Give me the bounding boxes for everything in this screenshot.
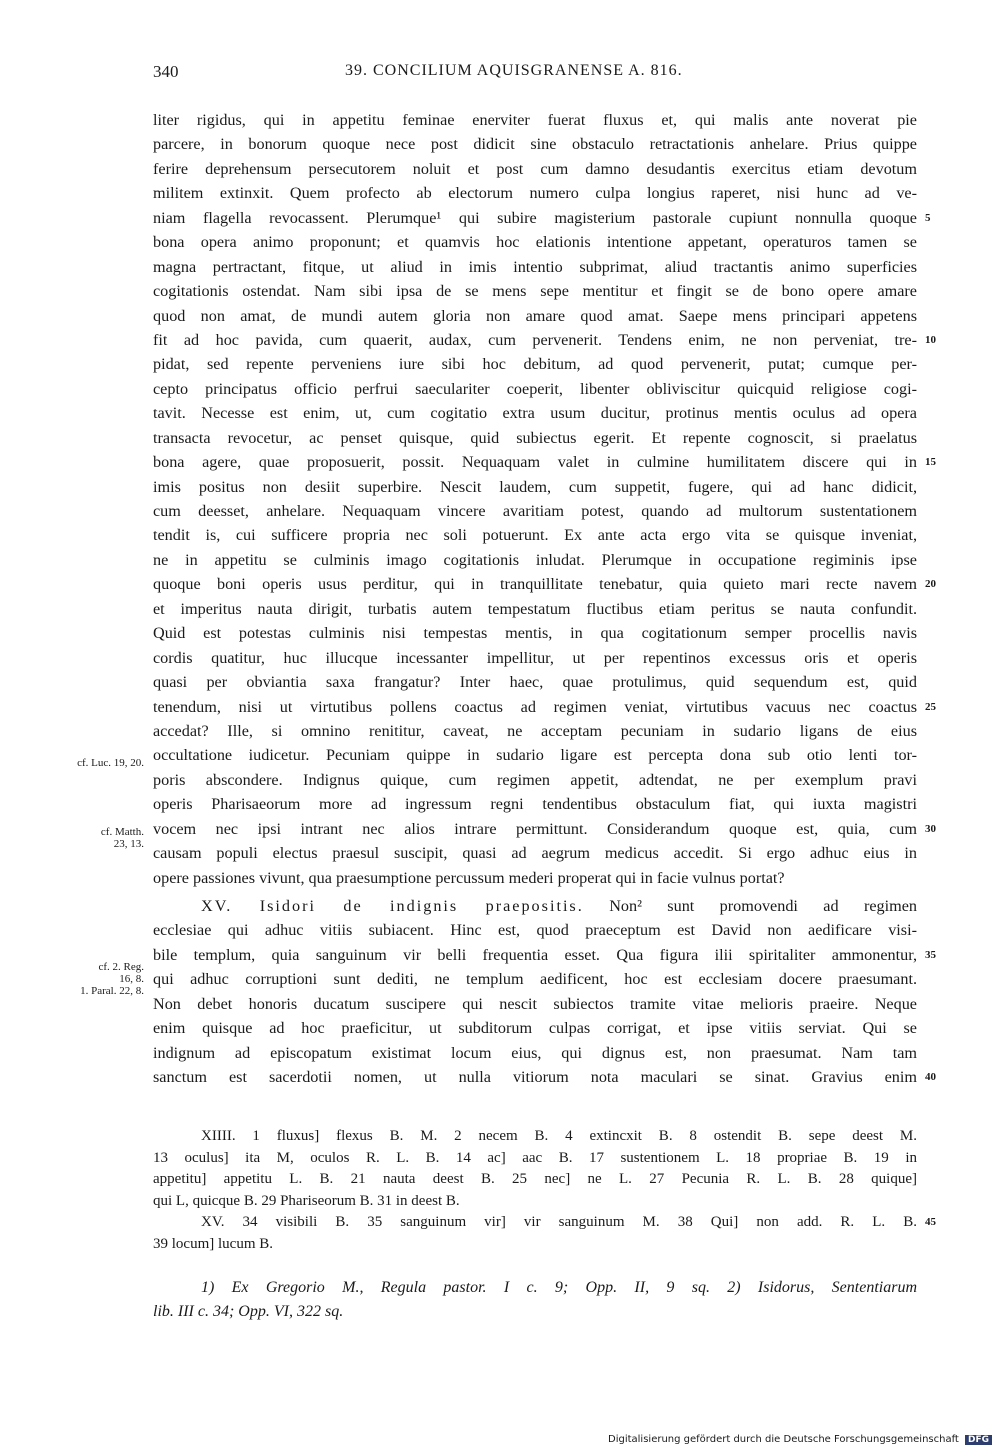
text-line-content: fit ad hoc pavida, cum quaerit, audax, cum pervenerit. Tendens enim, ne non perveniat, tre- bbox=[153, 330, 917, 349]
text-line-content: cordis quatitur, huc illucque incessanter impellitur, ut per repentinos excessus oris et operis bbox=[153, 648, 917, 667]
text-line-content: quoque boni operis usus perditur, qui in tranquillitate tenebatur, quia quieto mari recte navem bbox=[153, 575, 917, 594]
running-head: 39. CONCILIUM AQUISGRANENSE A. 816. bbox=[345, 62, 683, 79]
text-line-content: ecclesiae qui adhuc vitiis subiacent. Hinc est, quod praeceptum est David non aedificare visi- bbox=[153, 921, 917, 940]
text-line bbox=[153, 523, 917, 547]
text-line-content: cogitationis ostendat. Nam sibi ipsa de se mens sepe mentitur et fingit se de bono opere amare bbox=[153, 282, 917, 301]
text-line bbox=[153, 1041, 917, 1065]
line-number: 30 bbox=[925, 822, 936, 835]
margin-note: cf. Matth. bbox=[100, 826, 144, 838]
margin-note: 16, 8. bbox=[119, 973, 144, 985]
page-number: 340 bbox=[153, 62, 179, 81]
apparatus-line: appetitu] appetitu L. B. 21 nauta deest B. 25 nec] ne L. 27 Pecunia R. L. B. 28 quique] bbox=[153, 1171, 917, 1187]
text-line bbox=[153, 768, 917, 792]
text-line-content: pidat, sed repente perveniens iure sibi hoc debitum, ad quod pervenerit, putat; cumque per- bbox=[153, 355, 917, 374]
text-line-content: opere passiones vivunt, qua praesumptione percussum mederi properat qui in facie vulnus portat? bbox=[153, 868, 785, 887]
text-line-content: bona opera animo proponunt; et quamvis hoc elationis intentione appetant, operaturos tamen se bbox=[153, 233, 917, 252]
text-line bbox=[153, 377, 917, 401]
text-line-content: liter rigidus, qui in appetitu feminae enerviter fuerat fluxus et, qui malis ante noverat pie bbox=[153, 111, 917, 129]
text-line bbox=[153, 548, 917, 572]
text-line bbox=[153, 328, 936, 352]
apparatus-line-text: XV. 34 visibili B. 35 sanguinum vir] vir sanguinum M. 38 Qui] non add. R. L. B. bbox=[201, 1214, 917, 1230]
line-number: 20 bbox=[925, 578, 936, 591]
text-line bbox=[153, 304, 917, 328]
text-line bbox=[153, 992, 917, 1016]
text-line-content: ferire deprehensum persecutorem noluit et post cum damno desudantis exercitus etiam devotum bbox=[153, 159, 917, 178]
text-line bbox=[153, 401, 917, 425]
text-line-content: sanctum est sacerdotii nomen, ut nulla vitiorum nota maculari se sinat. Gravius enim bbox=[153, 1068, 917, 1087]
text-line bbox=[153, 1016, 917, 1040]
text-line bbox=[153, 499, 917, 523]
text-line bbox=[153, 943, 936, 967]
margin-note: cf. Luc. 19, 20. bbox=[77, 757, 144, 769]
text-line bbox=[153, 206, 931, 230]
text-line-content: imis positus non desiit superbire. Nescit laudem, cum suppetit, fugere, qui ad hanc didicit, bbox=[153, 477, 917, 496]
text-line-content: et imperitus nauta dirigit, turbatis autem tempestatum fluctibus etiam peritus se nauta confundit. bbox=[153, 599, 917, 618]
line-number: 10 bbox=[925, 333, 936, 346]
text-line bbox=[153, 743, 917, 767]
text-line-content: tenendum, nisi ut virtutibus pollens coactus ad regimen veniat, virtutibus vacuus nec coactus bbox=[153, 697, 917, 716]
text-line-content: transacta revocetur, ac penset quisque, quid subiectus egerit. Et repente cognoscit, si praelatus bbox=[153, 428, 917, 447]
text-line bbox=[153, 841, 917, 865]
text-line bbox=[153, 792, 917, 816]
text-line-content: quasi per obviantia saxa frangatur? Inter haec, quae protulimus, quid sequendum est, quid bbox=[153, 673, 917, 692]
text-line-content: militem extinxit. Quem profecto ab electorum numero culpa longius raperet, nisi hunc ad ve- bbox=[153, 184, 917, 203]
margin-note: 23, 13. bbox=[113, 838, 144, 850]
text-line-content: bona agere, quae proposuerit, possit. Nequaquam valet in culmine humilitatem discere qui in bbox=[153, 453, 917, 472]
digitization-credit bbox=[608, 1434, 992, 1445]
text-line-content: accedat? Ille, si omnino renititur, caveat, ne acceptam pecuniam in sudario ligans de eius bbox=[153, 721, 917, 740]
text-line-content: parcere, in bonorum quoque nece post didicit sine obstaculo retractationis anhelare. Prius quippe bbox=[153, 135, 917, 154]
text-line-content: bile templum, quia sanguinum vir belli frequentia esset. Qua figura ilii spiritaliter ammonentur, bbox=[153, 945, 917, 964]
section-heading: XV. Isidori de indignis praepositis. bbox=[201, 897, 584, 915]
text-line bbox=[153, 426, 917, 450]
text-line bbox=[153, 817, 936, 841]
text-line bbox=[153, 597, 917, 621]
text-line bbox=[153, 352, 917, 376]
text-line-content: Quid est potestas culminis nisi tempestas mentis, in qua cogitationum semper procellis navis bbox=[153, 624, 917, 643]
text-line bbox=[153, 621, 917, 645]
text-line bbox=[153, 670, 917, 694]
text-line-content: enim quisque ad hoc praeficitur, ut subditorum culpas corrigat, et ipse vitiis serviat. Qui se bbox=[153, 1019, 917, 1038]
text-line bbox=[153, 132, 917, 156]
text-line-content: vocem nec ipsi intrant nec alios intrare permittunt. Considerandum quoque est, quia, cum bbox=[153, 819, 917, 838]
line-number: 40 bbox=[925, 1071, 936, 1084]
margin-note: cf. 2. Reg. bbox=[98, 961, 144, 973]
text-line-content: cepto principatus officio perfrui saeculariter coeperit, libenter obliviscitur quicquid religiose cogi- bbox=[153, 379, 917, 398]
footnote-line: 1) Ex Gregorio M., Regula pastor. I c. 9; Opp. II, 9 sq. 2) Isidorus, Sententiarum bbox=[201, 1279, 917, 1296]
apparatus-line: XIIII. 1 fluxus] flexus B. M. 2 necem B. 4 extincxit B. 8 ostendit B. sepe deest M. bbox=[201, 1128, 917, 1144]
critical-apparatus bbox=[153, 1126, 936, 1255]
text-line bbox=[153, 719, 917, 743]
text-line-content: magna pertractant, fitque, ut aliud in imis intentio subprimat, aliud tractantis animo superficies bbox=[153, 257, 917, 276]
text-line bbox=[153, 157, 917, 181]
text-line bbox=[153, 279, 917, 303]
line-number: 15 bbox=[925, 456, 936, 469]
text-line bbox=[153, 230, 917, 254]
text-line-content: operis Pharisaeorum more ad ingressum regni tendentibus obstaculum fiat, qui iuxta magistri bbox=[153, 795, 917, 814]
margin-note: 1. Paral. 22, 8. bbox=[80, 985, 144, 997]
text-line bbox=[153, 866, 917, 890]
text-line bbox=[153, 572, 936, 596]
text-line-content: tavit. Necesse est enim, ut, cum cogitatio extra usum ducitur, protinus mentis oculus ad opera bbox=[153, 404, 917, 423]
text-line-content: ne in appetitu se culminis imago cogitationis inludat. Plerumque in occupatione regiminis ipse bbox=[153, 550, 917, 569]
text-line bbox=[153, 450, 936, 474]
text-line-content: tendit is, cui sufficere propria nec soli potuerunt. Ex ante acta ergo vita se quisque inveniat, bbox=[153, 526, 917, 545]
text-line bbox=[153, 181, 917, 205]
text-line-content: occultatione iudicetur. Pecuniam quippe in sudario ligare est percepta dona sub otio lenti tor- bbox=[153, 746, 917, 765]
text-line bbox=[153, 108, 917, 132]
apparatus-line bbox=[153, 1212, 936, 1234]
apparatus-line: 39 locum] lucum B. bbox=[153, 1235, 273, 1252]
text-line-content: qui adhuc corruptioni sunt dediti, ne templum aedificent, hoc est ecclesiam docere praesumant. bbox=[153, 970, 917, 989]
apparatus-line: 13 oculus] ita M, oculos R. L. B. 14 ac] aac B. 17 sustentionem L. 18 propriae B. 19 in bbox=[153, 1149, 917, 1166]
text-line bbox=[153, 646, 917, 670]
text-line bbox=[153, 967, 917, 991]
text-line-content: poris abscondere. Indignus quique, cum regimen appetit, adtendat, ne per exemplum pravi bbox=[153, 770, 917, 789]
text-line bbox=[153, 918, 917, 942]
dfg-logo: DFG bbox=[965, 1435, 992, 1445]
text-line-content: niam flagella revocassent. Plerumque¹ qui subire magisterium pastorale cupiunt nonnulla quoque bbox=[153, 208, 917, 227]
footnote-line: lib. III c. 34; Opp. VI, 322 sq. bbox=[153, 1303, 344, 1320]
text-line-content: quod non amat, de mundi autem gloria non amare quod amat. Saepe mens principari appetens bbox=[153, 306, 917, 325]
footnotes bbox=[153, 1276, 917, 1324]
text-line-content: indignum ad episcopatum existimat locum eius, qui dignus est, non praesumat. Nam tam bbox=[153, 1043, 917, 1062]
section-first-line: Non² sunt promovendi ad regimen bbox=[609, 897, 917, 915]
line-number: 45 bbox=[925, 1216, 936, 1228]
text-line bbox=[153, 1065, 936, 1089]
text-line bbox=[153, 695, 936, 719]
text-line-content: Non debet honoris ducatum suscipere qui nescit subiectos tramite vitae melioris praeire. Neque bbox=[153, 994, 917, 1013]
line-number: 5 bbox=[925, 211, 931, 224]
section-heading-line bbox=[153, 894, 917, 918]
line-number: 25 bbox=[925, 700, 936, 713]
text-line bbox=[153, 255, 917, 279]
text-line-content: causam populi electus praesul suscipit, quasi ad aegrum medicus accedit. Si ergo adhuc eius in bbox=[153, 844, 917, 863]
apparatus-line: qui L, quicque B. 29 Phariseorum B. 31 in deest B. bbox=[153, 1192, 460, 1209]
text-line-content: cum deesset, anhelare. Nequaquam vincere avaritiam potest, quando ad multorum sustentationem bbox=[153, 502, 917, 520]
text-line bbox=[153, 475, 917, 499]
credit-text: Digitalisierung gefördert durch die Deutsche Forschungsgemeinschaft bbox=[608, 1434, 959, 1445]
main-text bbox=[153, 108, 936, 1090]
line-number: 35 bbox=[925, 948, 936, 961]
